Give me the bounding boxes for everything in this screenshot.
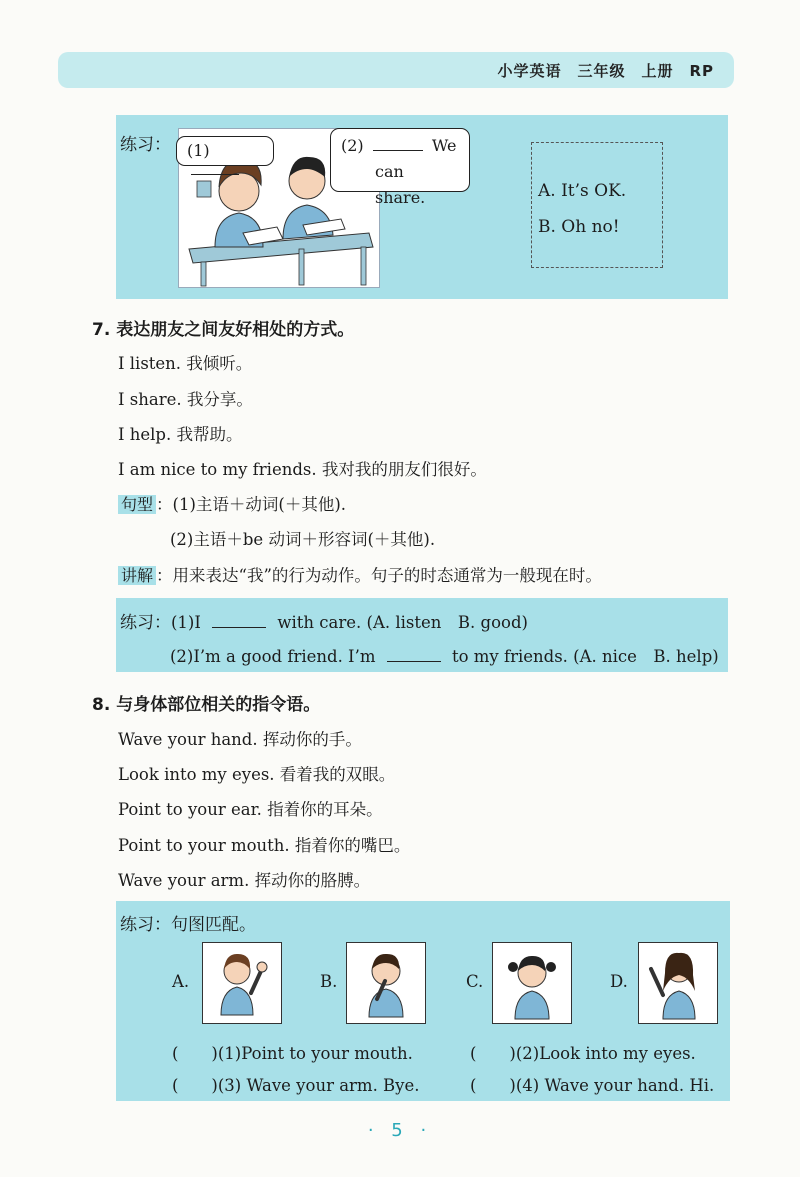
pic-label-a: A. (172, 972, 190, 991)
picture-d (638, 942, 718, 1024)
section-7-title: 7. 表达朋友之间友好相处的方式。 (92, 320, 355, 340)
options-box (531, 142, 663, 268)
practice-2-q1 (120, 608, 528, 633)
q1-post: with care. (A. listen B. good) (277, 613, 528, 632)
q2-post: to my friends. (A. nice B. help) (451, 647, 719, 666)
s7-line-1: I listen. 我倾听。 (118, 354, 253, 373)
s7-line-4: I am nice to my friends. 我对我的朋友们很好。 (118, 460, 487, 479)
s8-line-5: Wave your arm. 挥动你的胳膊。 (118, 871, 371, 890)
practice-2-q2 (170, 643, 719, 667)
pattern-2: (2)主语＋be 动词＋形容词(＋其他). (170, 530, 436, 549)
section-8-title: 8. 与身体部位相关的指令语。 (92, 695, 321, 715)
sentence-pattern (118, 491, 346, 515)
s8-line-1: Wave your hand. 挥动你的手。 (118, 730, 362, 749)
girl-looking-icon (493, 943, 571, 1023)
pattern-label: 句型 (118, 495, 156, 514)
answer-blank[interactable] (212, 627, 266, 628)
bubble-2-number: (2) (341, 136, 364, 155)
q1-pre: (1)I (171, 613, 201, 632)
option-a: A. It’s OK. (538, 181, 627, 201)
s8-line-2: Look into my eyes. 看着我的双眼。 (118, 765, 396, 784)
header-title: 小学英语 三年级 上册 RP (497, 62, 714, 80)
s8-line-3: Point to your ear. 指着你的耳朵。 (118, 800, 383, 819)
pattern-1: ：(1)主语＋动词(＋其他). (156, 495, 347, 514)
s7-line-2: I share. 我分享。 (118, 390, 253, 409)
kid-pointing-mouth-icon (347, 943, 425, 1023)
answer-blank[interactable] (387, 661, 441, 662)
match-item-4: ( )(4) Wave your hand. Hi. (470, 1076, 715, 1095)
picture-c (492, 942, 572, 1024)
s7-line-3: I help. 我帮助。 (118, 425, 243, 444)
answer-blank[interactable] (373, 150, 423, 151)
pic-label-d: D. (610, 972, 628, 991)
girl-waving-arm-icon (639, 943, 717, 1023)
match-item-3: ( )(3) Wave your arm. Bye. (172, 1076, 420, 1095)
kid-waving-hand-icon (203, 943, 281, 1023)
page-number: · 5 · (367, 1120, 433, 1141)
bubble-2-we: We (431, 136, 457, 155)
bubble-1-number: (1) (187, 141, 210, 160)
match-item-1: ( )(1)Point to your mouth. (172, 1044, 413, 1063)
pic-label-b: B. (320, 972, 338, 991)
option-b: B. Oh no! (538, 217, 620, 237)
s8-line-4: Point to your mouth. 指着你的嘴巴。 (118, 836, 411, 855)
match-item-2: ( )(2)Look into my eyes. (470, 1044, 696, 1063)
picture-b (346, 942, 426, 1024)
explain-text: ：用来表达“我”的行为动作。句子的时态通常为一般现在时。 (156, 566, 602, 585)
bubble-2-line2: can share. (375, 162, 426, 207)
answer-blank[interactable] (191, 174, 239, 175)
explanation (118, 562, 602, 586)
picture-a (202, 942, 282, 1024)
speech-bubble-2 (330, 128, 470, 207)
practice-3-label: 练习：句图匹配。 (120, 915, 256, 935)
speech-bubble-1 (176, 136, 274, 166)
header-bar (58, 52, 734, 88)
practice-label: 练习： (120, 135, 171, 155)
q2-pre: (2)I’m a good friend. I’m (170, 647, 376, 666)
practice-label: 练习： (120, 613, 171, 633)
pic-label-c: C. (466, 972, 484, 991)
explain-label: 讲解 (118, 566, 156, 585)
